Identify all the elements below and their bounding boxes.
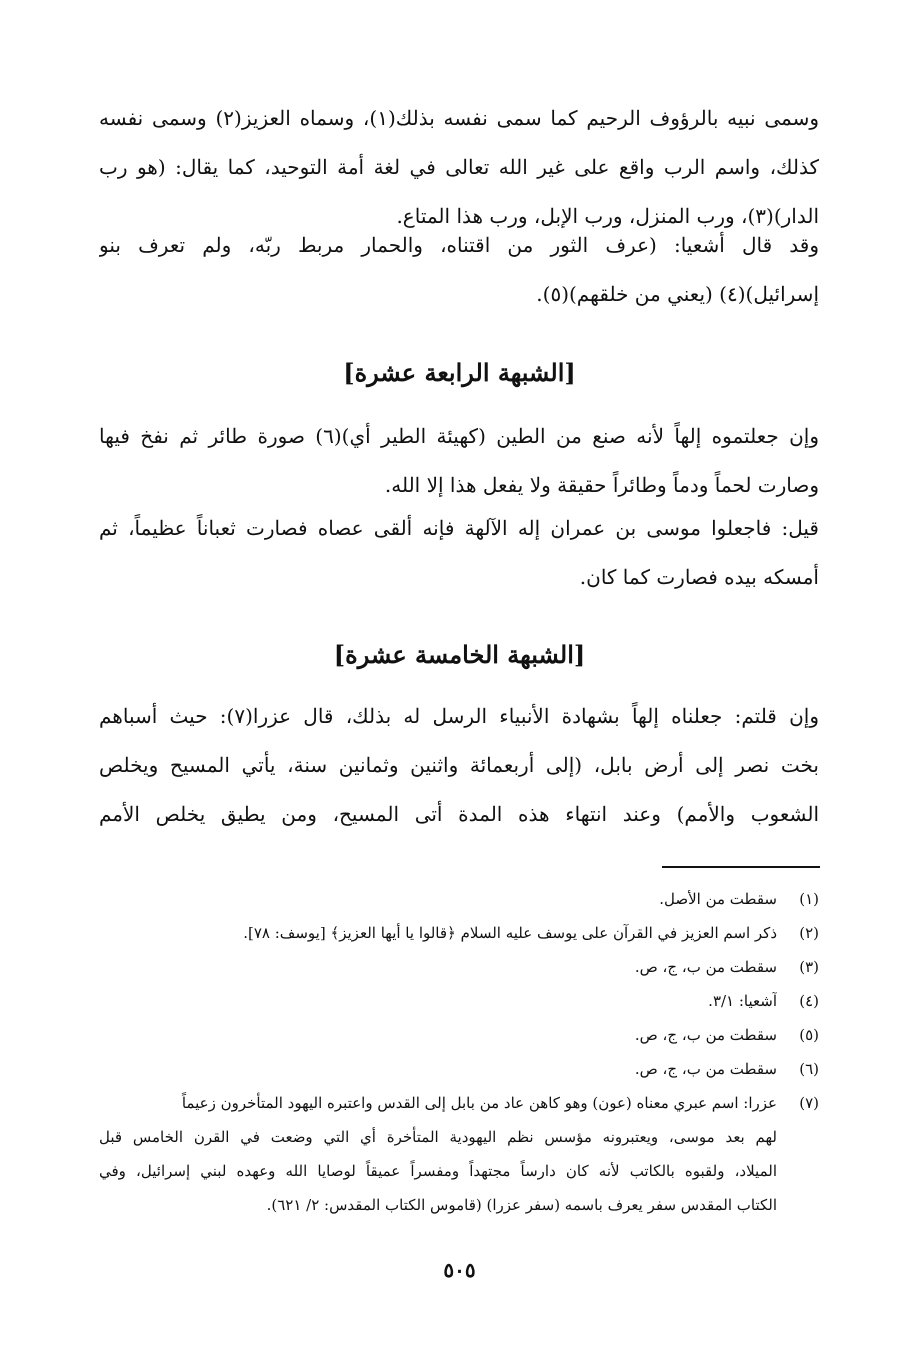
footnote-number: (٦) (799, 1060, 819, 1078)
text-line: إسرائيل)(٤) (يعني من خلقهم)(٥). (536, 282, 819, 306)
footnote-item (99, 1018, 819, 1052)
paragraph-divine-names (99, 94, 819, 241)
footnote-number: (٧) (799, 1094, 819, 1112)
footnote-number: (٣) (799, 958, 819, 976)
footnote-separator (662, 866, 820, 868)
footnote-number: (٤) (799, 992, 819, 1010)
paragraph-isaiah-quote (99, 221, 819, 319)
paragraph-ezra-testimony (99, 692, 819, 839)
text-line: كذلك، واسم الرب واقع على غير الله تعالى في لغة أمة التوحيد، كما يقال: (هو رب (99, 155, 819, 179)
text-line: وسمى نبيه بالرؤوف الرحيم كما سمى نفسه بذلك(١)، وسماه العزيز(٢) وسمى نفسه (99, 106, 819, 130)
footnote-text: سقطت من ب، ج، ص. (634, 1060, 777, 1078)
footnote-continuation: الميلاد، ولقبوه بالكاتب لأنه كان دارساً مجتهداً ومفسراً عميقاً لوصايا الله وعهده لبني إسرائيل، وفي (99, 1162, 777, 1180)
paragraph-moses-staff (99, 504, 819, 602)
footnote-text: ذكر اسم العزيز في القرآن على يوسف عليه السلام ﴿قالوا يا أيها العزيز﴾ [يوسف: ٧٨]. (243, 924, 777, 942)
text-line: وقد قال أشعيا: (عرف الثور من اقتناه، والحمار مربط ربّه، ولم تعرف بنو (99, 233, 819, 257)
footnote-item (99, 984, 819, 1018)
text-line: أمسكه بيده فصارت كما كان. (579, 565, 819, 589)
footnote-text: سقطت من ب، ج، ص. (634, 1026, 777, 1044)
page-number: ٥٠٥ (443, 1258, 476, 1282)
section-heading-15: [الشبهة الخامسة عشرة] (333, 640, 586, 669)
text-line: بخت نصر إلى أرض بابل، (إلى أربعمائة واثنين وثمانين سنة، يأتي المسيح ويخلص (99, 753, 819, 777)
footnote-text: سقطت من ب، ج، ص. (634, 958, 777, 976)
footnote-number: (١) (799, 890, 819, 908)
footnote-item (99, 1086, 819, 1120)
footnote-text: سقطت من الأصل. (659, 890, 777, 908)
footnote-continuation: الكتاب المقدس سفر يعرف باسمه (سفر عزرا) (قاموس الكتاب المقدس: ٢/ ٦٢١). (266, 1196, 777, 1214)
text-line: الدار)(٣)، ورب المنزل، ورب الإبل، ورب هذا المتاع. (396, 204, 819, 228)
section-heading-14: [الشبهة الرابعة عشرة] (343, 358, 576, 387)
footnote-item (99, 1052, 819, 1086)
footnote-item (99, 916, 819, 950)
text-line: قيل: فاجعلوا موسى بن عمران إله الآلهة فإنه ألقى عصاه فصارت ثعباناً عظيماً، ثم (99, 516, 819, 540)
text-line: وصارت لحماً ودماً وطائراً حقيقة ولا يفعل هذا إلا الله. (384, 473, 819, 497)
text-line: وإن جعلتموه إلهاً لأنه صنع من الطين (كهيئة الطير أي)(٦) صورة طائر ثم نفخ فيها (99, 424, 819, 448)
text-line: وإن قلتم: جعلناه إلهاً بشهادة الأنبياء الرسل له بذلك، قال عزرا(٧): حيث أسباهم (99, 704, 819, 728)
footnote-continuation: لهم بعد موسى، ويعتبرونه مؤسس نظم اليهودية المتأخرة أي التي وضعت في القرن الخامس قبل (99, 1128, 777, 1146)
footnote-number: (٢) (799, 924, 819, 942)
footnote-item (99, 882, 819, 916)
paragraph-clay-bird (99, 412, 819, 510)
footnote-text: آشعيا: ٣/١. (708, 992, 777, 1010)
text-line: الشعوب والأمم) وعند انتهاء هذه المدة أتى المسيح، ومن يطيق يخلص الأمم (99, 802, 819, 826)
footnote-text: عزرا: اسم عبري معناه (عون) وهو كاهن عاد من بابل إلى القدس واعتبره اليهود المتأخرون زعيماً (181, 1094, 777, 1112)
footnote-number: (٥) (799, 1026, 819, 1044)
footnotes (99, 882, 819, 1222)
footnote-item (99, 950, 819, 984)
